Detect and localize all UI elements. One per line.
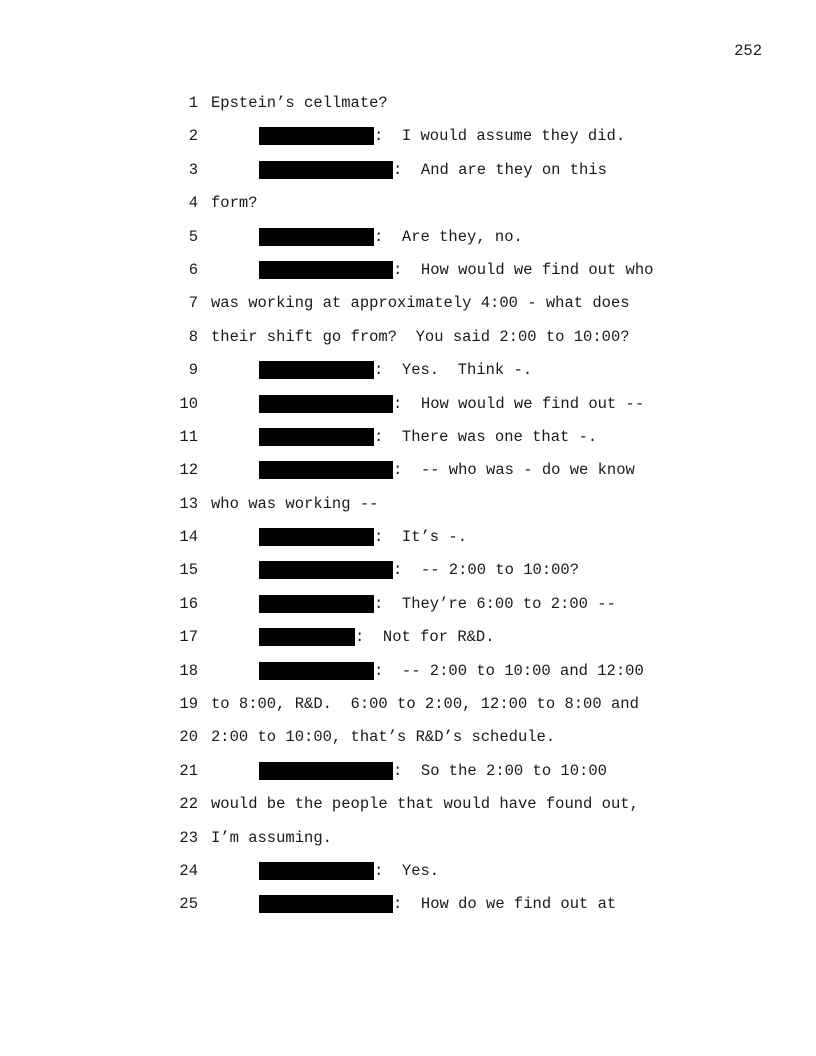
speaker-utterance (259, 860, 439, 882)
redacted-speaker-name (259, 561, 393, 579)
line-text: 2:00 to 10:00, that’s R&D’s schedule. (211, 728, 556, 747)
line-number: 17 (179, 628, 198, 647)
transcript-line (0, 259, 816, 292)
transcript-line (0, 359, 816, 392)
transcript-body (0, 92, 816, 927)
utterance-text: : -- 2:00 to 10:00? (393, 561, 580, 580)
speaker-utterance (259, 760, 607, 782)
utterance-text: : So the 2:00 to 10:00 (393, 761, 607, 780)
speaker-utterance (259, 393, 644, 415)
line-number: 8 (188, 327, 198, 346)
transcript-line (0, 559, 816, 592)
line-text: who was working -- (211, 494, 379, 513)
line-text: Epstein’s cellmate? (211, 94, 388, 112)
line-number: 10 (179, 394, 198, 413)
utterance-text: : How would we find out -- (393, 394, 645, 413)
redacted-speaker-name (259, 361, 374, 379)
transcript-line (0, 660, 816, 693)
utterance-text: : Not for R&D. (355, 628, 495, 647)
speaker-utterance (259, 125, 625, 147)
redacted-speaker-name (259, 228, 374, 246)
redacted-speaker-name (259, 528, 374, 546)
transcript-line (0, 893, 816, 926)
speaker-utterance (259, 626, 495, 648)
transcript-line (0, 326, 816, 359)
utterance-text: : Yes. Think -. (374, 361, 533, 380)
utterance-text: : I would assume they did. (374, 127, 626, 146)
redacted-speaker-name (259, 595, 374, 613)
transcript-line (0, 526, 816, 559)
line-number: 14 (179, 528, 198, 547)
line-number: 23 (179, 828, 198, 847)
line-number: 20 (179, 728, 198, 747)
transcript-line (0, 125, 816, 158)
transcript-line (0, 626, 816, 659)
utterance-text: : And are they on this (393, 160, 607, 179)
line-number: 11 (179, 427, 198, 446)
line-number: 12 (179, 461, 198, 480)
transcript-line (0, 426, 816, 459)
transcript-line (0, 693, 816, 726)
line-number: 15 (179, 561, 198, 580)
line-number: 2 (188, 127, 198, 146)
redacted-speaker-name (259, 395, 393, 413)
speaker-utterance (259, 259, 653, 281)
redacted-speaker-name (259, 862, 374, 880)
utterance-text: : It’s -. (374, 528, 468, 547)
utterance-text: : There was one that -. (374, 427, 598, 446)
redacted-speaker-name (259, 895, 393, 913)
line-number: 24 (179, 861, 198, 880)
redacted-speaker-name (259, 161, 393, 179)
transcript-line (0, 393, 816, 426)
line-number: 13 (179, 494, 198, 513)
transcript-line (0, 92, 816, 125)
line-number: 18 (179, 661, 198, 680)
speaker-utterance (259, 426, 597, 448)
page-number: 252 (734, 42, 762, 60)
redacted-speaker-name (259, 461, 393, 479)
line-text: would be the people that would have found out, (211, 795, 639, 814)
speaker-utterance (259, 559, 579, 581)
line-text: their shift go from? You said 2:00 to 10:00? (211, 327, 630, 346)
line-number: 9 (188, 361, 198, 380)
line-number: 4 (188, 194, 198, 213)
utterance-text: : How do we find out at (393, 895, 617, 914)
transcript-line (0, 159, 816, 192)
transcript-line (0, 860, 816, 893)
line-number: 19 (179, 695, 198, 714)
utterance-text: : They’re 6:00 to 2:00 -- (374, 594, 616, 613)
redacted-speaker-name (259, 762, 393, 780)
transcript-line (0, 459, 816, 492)
transcript-line (0, 226, 816, 259)
utterance-text: : How would we find out who (393, 260, 654, 279)
speaker-utterance (259, 526, 467, 548)
line-text: was working at approximately 4:00 - what does (211, 294, 630, 313)
speaker-utterance (259, 226, 523, 248)
speaker-utterance (259, 159, 607, 181)
utterance-text: : Are they, no. (374, 227, 523, 246)
line-number: 7 (188, 294, 198, 313)
transcript-line (0, 192, 816, 225)
transcript-line (0, 827, 816, 860)
line-number: 3 (188, 160, 198, 179)
line-number: 5 (188, 227, 198, 246)
speaker-utterance (259, 660, 644, 682)
transcript-line (0, 493, 816, 526)
utterance-text: : -- 2:00 to 10:00 and 12:00 (374, 661, 644, 680)
transcript-line (0, 793, 816, 826)
line-text: form? (211, 194, 258, 213)
speaker-utterance (259, 459, 635, 481)
line-number: 22 (179, 795, 198, 814)
redacted-speaker-name (259, 662, 374, 680)
redacted-speaker-name (259, 428, 374, 446)
line-number: 1 (188, 94, 198, 112)
transcript-line (0, 760, 816, 793)
line-text: to 8:00, R&D. 6:00 to 2:00, 12:00 to 8:00 and (211, 695, 639, 714)
speaker-utterance (259, 359, 532, 381)
line-number: 21 (179, 761, 198, 780)
line-number: 16 (179, 594, 198, 613)
transcript-line (0, 726, 816, 759)
line-number: 6 (188, 260, 198, 279)
redacted-speaker-name (259, 261, 393, 279)
transcript-line (0, 292, 816, 325)
speaker-utterance (259, 593, 616, 615)
speaker-utterance (259, 893, 616, 915)
utterance-text: : -- who was - do we know (393, 461, 635, 480)
line-text: I’m assuming. (211, 828, 332, 847)
line-number: 25 (179, 895, 198, 914)
utterance-text: : Yes. (374, 861, 440, 880)
transcript-line (0, 593, 816, 626)
redacted-speaker-name (259, 127, 374, 145)
redacted-speaker-name (259, 628, 355, 646)
